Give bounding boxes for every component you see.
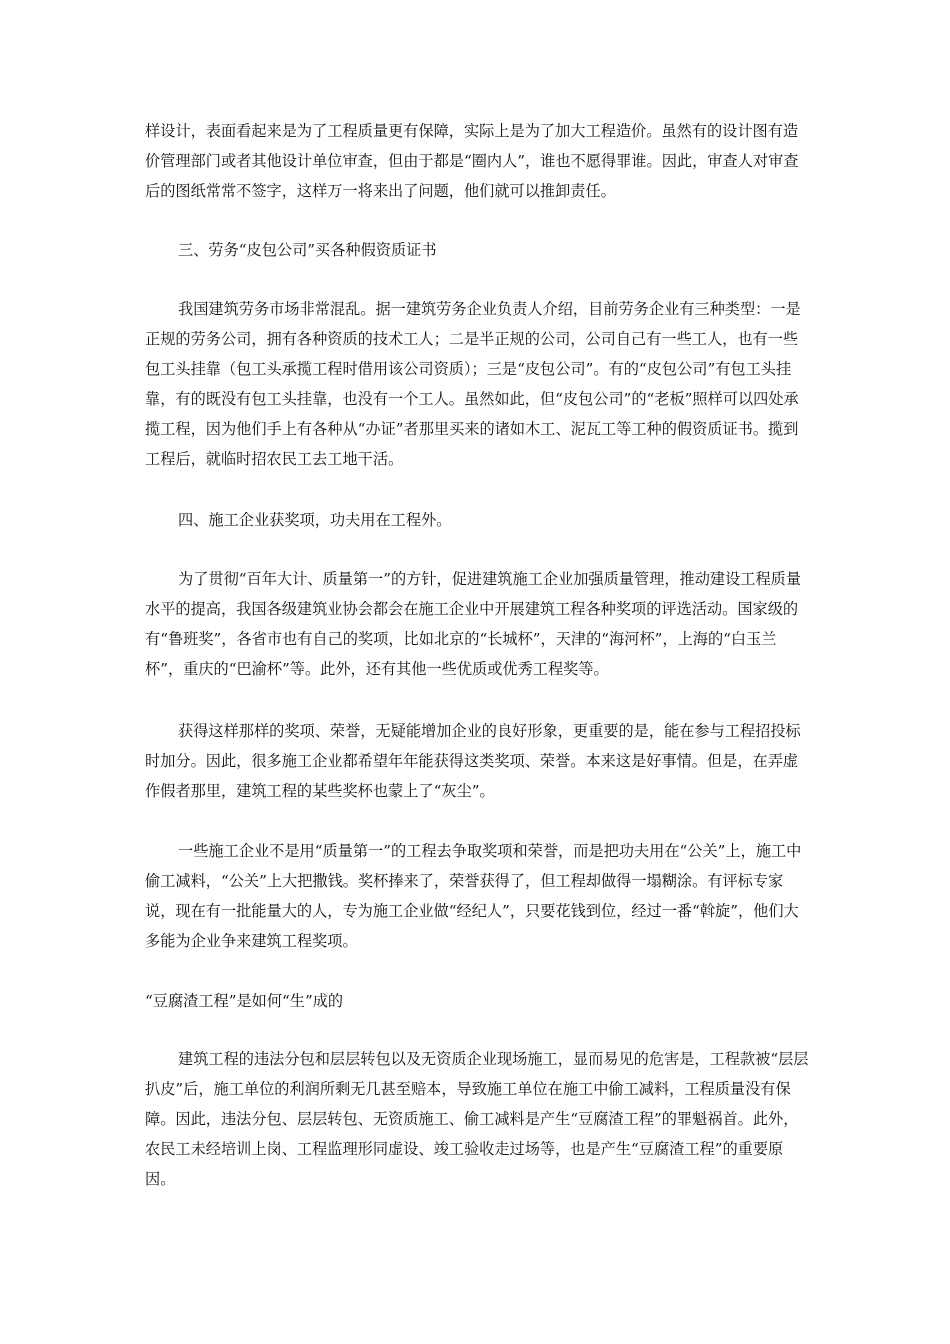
- paragraph-labor-market: 我国建筑劳务市场非常混乱。据一建筑劳务企业负责人介绍，目前劳务企业有三种类型：一是正规的劳务公司，拥有各种资质的技术工人；二是半正规的公司，公司自己有一些工人，也有一些包工头挂靠（包工头承揽工程时借用该公司资质）；三是“皮包公司”。有的“皮包公司”有包工头挂靠，有的既没有包工头挂靠，也没有一个工人。虽然如此，但“皮包公司”的“老板”照样可以四处承揽工程，因为他们手上有各种从“办证”者那里买来的诸如木工、泥瓦工等工种的假资质证书。揽到工程后，就临时招农民工去工地干活。: [145, 300, 801, 468]
- paragraph-awards-intro: 为了贯彻“百年大计、质量第一”的方针，促进建筑施工企业加强质量管理，推动建设工程质量水平的提高，我国各级建筑业协会都会在施工企业中开展建筑工程各种奖项的评选活动。国家级的有“鲁班奖”，各省市也有自己的奖项，比如北京的“长城杯”，天津的“海河杯”，上海的“白玉兰杯”，重庆的“巴渝杯”等。此外，还有其他一些优质或优秀工程奖等。: [145, 570, 802, 678]
- paragraph-awards-pr: 一些施工企业不是用“质量第一”的工程去争取奖项和荣誉，而是把功夫用在“公关”上，施工中偷工减料，“公关”上大把撒钱。奖杯捧来了，荣誉获得了，但工程却做得一塌糊涂。有评标专家说，现在有一批能量大的人，专为施工企业做“经纪人”，只要花钱到位，经过一番“斡旋”，他们大多能为企业争来建筑工程奖项。: [145, 842, 802, 950]
- heading-tofu-dreg: “豆腐渣工程”是如何“生”成的: [145, 992, 344, 1010]
- heading-section-three: 三、劳务“皮包公司”买各种假资质证书: [178, 241, 437, 259]
- heading-section-four: 四、施工企业获奖项，功夫用在工程外。: [178, 511, 452, 529]
- paragraph-tofu-dreg-causes: 建筑工程的违法分包和层层转包以及无资质企业现场施工，显而易见的危害是，工程款被“层层扒皮”后，施工单位的利润所剩无几甚至赔本，导致施工单位在施工中偷工减料，工程质量没有保障。因此，违法分包、层层转包、无资质施工、偷工减料是产生“豆腐渣工程”的罪魁祸首。此外，农民工未经培训上岗、工程监理形同虚设、竣工验收走过场等，也是产生“豆腐渣工程”的重要原因。: [145, 1050, 809, 1188]
- paragraph-awards-benefit: 获得这样那样的奖项、荣誉，无疑能增加企业的良好形象，更重要的是，能在参与工程招投标时加分。因此，很多施工企业都希望年年能获得这类奖项、荣誉。本来这是好事情。但是，在弄虚作假者那里，建筑工程的某些奖杯也蒙上了“灰尘”。: [145, 722, 801, 800]
- paragraph-design-review: 样设计，表面看起来是为了工程质量更有保障，实际上是为了加大工程造价。虽然有的设计图有造价管理部门或者其他设计单位审查，但由于都是“圈内人”，谁也不愿得罪谁。因此，审查人对审查后的图纸常常不签字，这样万一将来出了问题，他们就可以推卸责任。: [145, 122, 799, 200]
